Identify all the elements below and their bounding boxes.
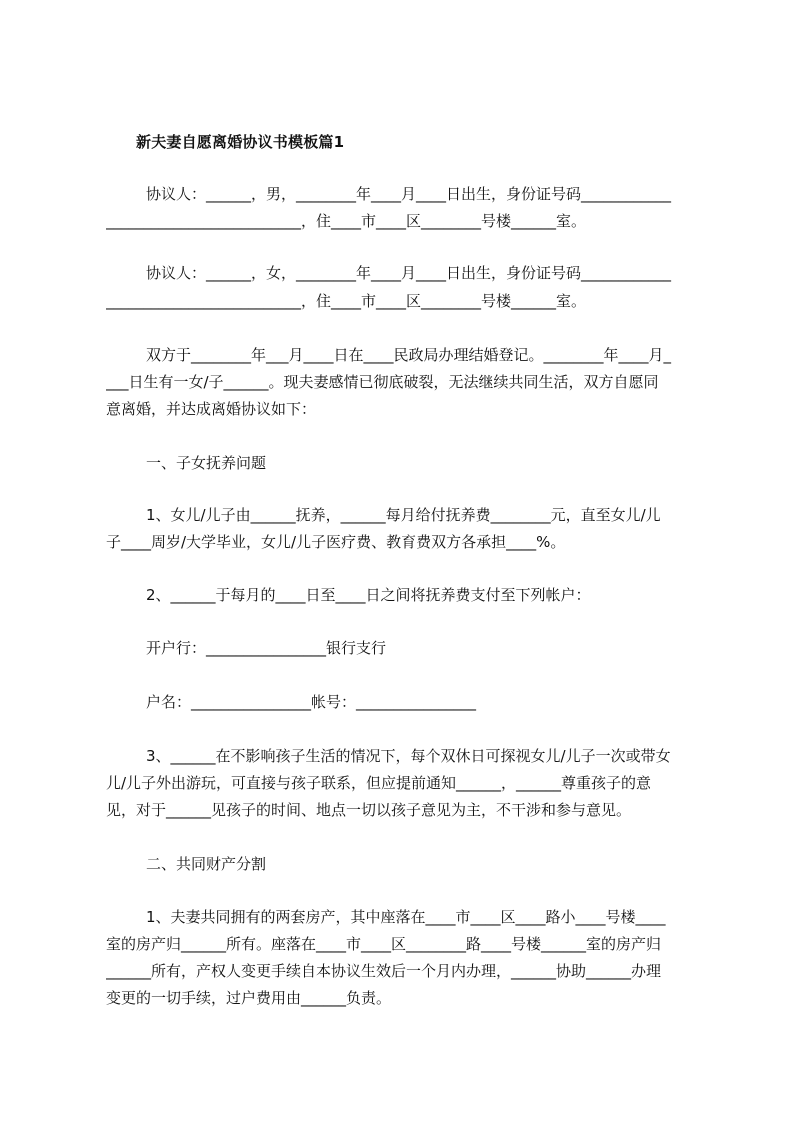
section2-item1-line2: 室的房产归______所有。座落在____市____区________路____号楼______室的房产归 <box>106 935 662 953</box>
section2-item1-line4: 变更的一切手续，过户费用由______负责。 <box>106 989 392 1007</box>
bank-line: 开户行：________________银行支行 <box>146 639 387 657</box>
section2-item1-line1: 1、夫妻共同拥有的两套房产，其中座落在____市____区____路小____号楼____ <box>146 908 666 926</box>
section2-heading: 二、共同财产分割 <box>146 855 267 873</box>
marriage-line3: 意离婚，并达成离婚协议如下： <box>106 400 317 418</box>
section1-item1-line1: 1、女儿/儿子由______抚养，______每月给付抚养费________元，直至女儿/儿 <box>146 506 661 524</box>
account-line: 户名：________________帐号：________________ <box>146 693 477 711</box>
party1-line2: __________________________，住____市____区________号楼______室。 <box>106 212 587 230</box>
party2-line2: __________________________，住____市____区________号楼______室。 <box>106 292 587 310</box>
party1-line1: 协议人：______，男，________年____月____日出生，身份证号码____________ <box>146 185 672 203</box>
section1-item2: 2、______于每月的____日至____日之间将抚养费支付至下列帐户： <box>146 586 591 604</box>
section1-item3-line2: 儿/儿子外出游玩，可直接与孩子联系，但应提前通知______，______尊重孩子的意 <box>106 774 652 792</box>
marriage-line1: 双方于________年___月____日在____民政局办理结婚登记。________年____月_ <box>146 346 672 364</box>
section1-heading: 一、子女抚养问题 <box>146 454 267 472</box>
document-title: 新夫妻自愿离婚协议书模板篇1 <box>136 133 345 151</box>
section1-item3-line1: 3、______在不影响孩子生活的情况下，每个双休日可探视女儿/儿子一次或带女 <box>146 747 671 765</box>
section1-item3-line3: 见，对于______见孩子的时间、地点一切以孩子意见为主，不干涉和参与意见。 <box>106 801 632 819</box>
party2-line1: 协议人：______，女，________年____月____日出生，身份证号码____________ <box>146 264 672 282</box>
marriage-line2: ___日生有一女/子______。现夫妻感情已彻底破裂，无法继续共同生活，双方自愿同 <box>106 373 659 391</box>
section1-item1-line2: 子____周岁/大学毕业，女儿/儿子医疗费、教育费双方各承担____%。 <box>106 533 566 551</box>
section2-item1-line3: ______所有，产权人变更手续自本协议生效后一个月内办理，______协助______办理 <box>106 962 662 980</box>
